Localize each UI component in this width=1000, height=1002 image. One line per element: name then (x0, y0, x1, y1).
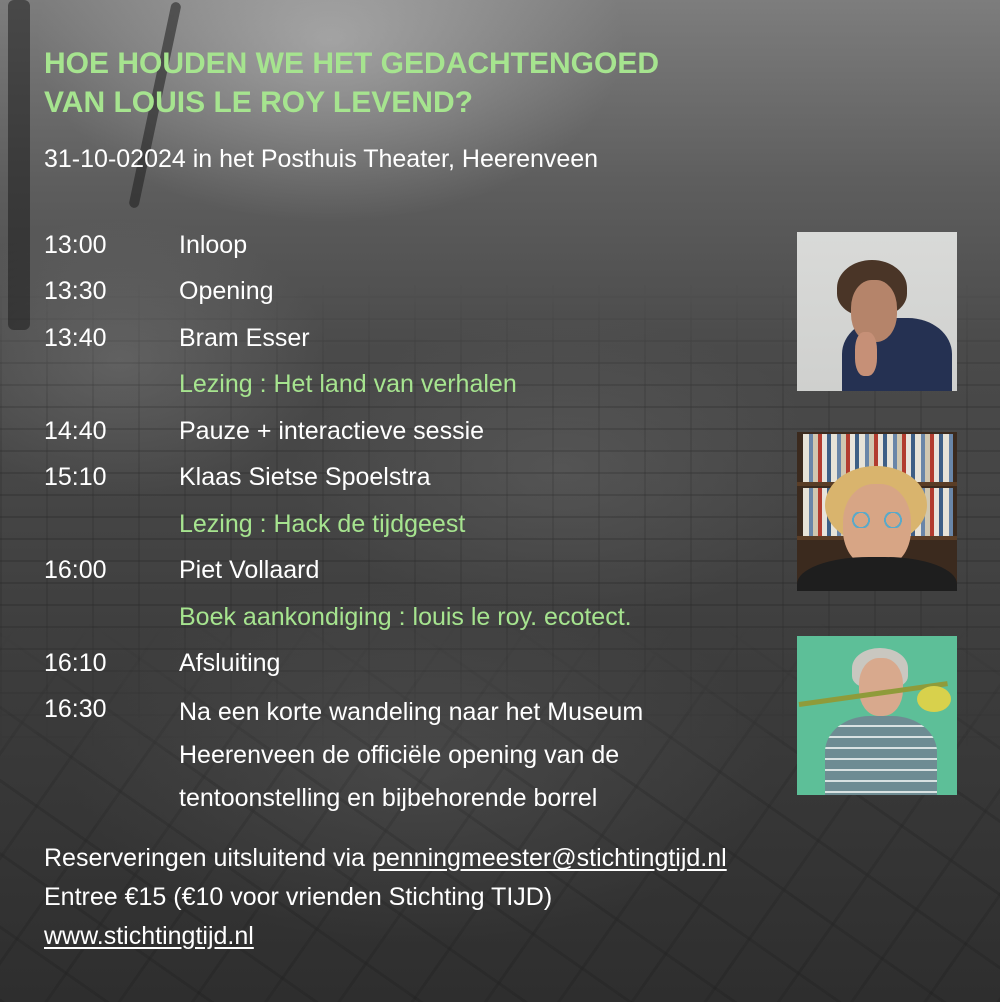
schedule-time: 16:30 (44, 695, 107, 723)
schedule-time: 15:10 (44, 463, 107, 492)
schedule-row (44, 594, 784, 641)
reservation-text: Reserveringen uitsluitend via (44, 844, 372, 872)
lecture-title: Lezing : Hack de tijdgeest (179, 509, 466, 538)
speaker-photo-klaas-sietse-spoelstra (797, 432, 957, 591)
photo-body-shape (797, 557, 957, 591)
speaker-name: Bram Esser (179, 323, 310, 352)
headline (44, 44, 659, 122)
photo-body-shape (825, 716, 937, 795)
schedule-row (44, 695, 784, 820)
schedule-row (44, 501, 784, 548)
schedule-time: 13:30 (44, 277, 107, 306)
event-date-location: 31-10-02024 in het Posthuis Theater, Heerenveen (44, 145, 599, 173)
schedule-time: 14:40 (44, 416, 107, 445)
schedule-item: Opening (179, 277, 274, 306)
website-line (44, 920, 727, 959)
schedule-time: 16:10 (44, 649, 107, 678)
footer-info (44, 842, 727, 959)
schedule-row (44, 315, 784, 362)
photo-hand-shape (855, 332, 877, 376)
schedule-time: 13:40 (44, 323, 107, 352)
schedule-item-line: tentoonstelling en bijbehorende borrel (179, 784, 598, 812)
schedule-item: Inloop (179, 230, 248, 259)
schedule-item (179, 691, 643, 820)
website-link[interactable]: www.stichtingtijd.nl (44, 922, 254, 950)
schedule-row (44, 269, 784, 316)
photo-glasses-shape (847, 512, 907, 528)
schedule-row (44, 222, 784, 269)
speaker-photo-bram-esser (797, 232, 957, 391)
schedule-row (44, 455, 784, 502)
speaker-name: Klaas Sietse Spoelstra (179, 463, 431, 492)
entry-price: Entree €15 (€10 voor vrienden Stichting TIJD) (44, 883, 553, 911)
lecture-title: Lezing : Het land van verhalen (179, 370, 517, 399)
schedule-item-line: Na een korte wandeling naar het Museum (179, 698, 644, 726)
schedule-row (44, 641, 784, 688)
photo-face-shape (851, 280, 897, 342)
headline-line-2: VAN LOUIS LE ROY LEVEND? (44, 86, 473, 119)
book-announcement: Boek aankondiging : louis le roy. ecotect. (179, 602, 632, 631)
speaker-name: Piet Vollaard (179, 556, 320, 585)
schedule-item: Pauze + interactieve sessie (179, 416, 485, 445)
background-tree-trunk (8, 0, 30, 330)
schedule (44, 222, 784, 820)
schedule-row (44, 548, 784, 595)
reservation-email-link[interactable]: penningmeester@stichtingtijd.nl (371, 844, 727, 872)
schedule-item: Afsluiting (179, 649, 281, 678)
schedule-item-line: Heerenveen de officiële opening van de (179, 741, 620, 769)
speaker-photo-piet-vollaard (797, 636, 957, 795)
schedule-row (44, 408, 784, 455)
headline-line-1: HOE HOUDEN WE HET GEDACHTENGOED (44, 47, 660, 80)
schedule-row (44, 362, 784, 409)
reservation-line (44, 842, 727, 881)
photo-flower-shape (917, 686, 951, 712)
schedule-time: 16:00 (44, 556, 107, 585)
schedule-time: 13:00 (44, 230, 107, 259)
photo-face-shape (859, 658, 903, 716)
